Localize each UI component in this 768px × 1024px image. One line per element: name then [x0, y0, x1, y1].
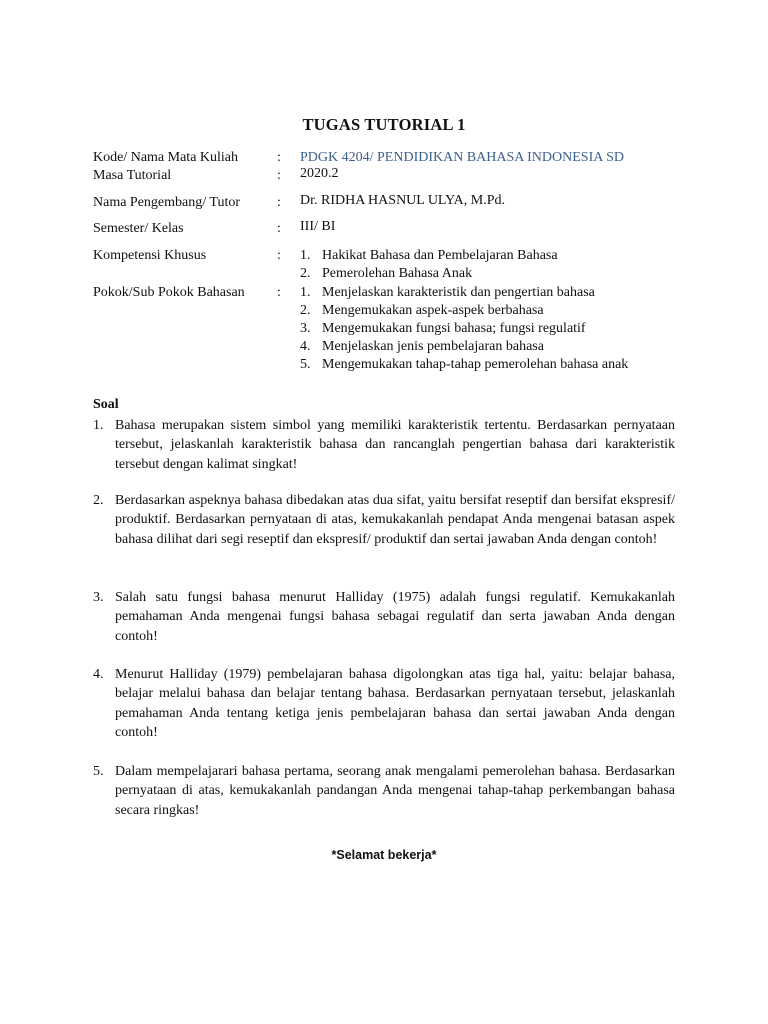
semester-colon: : [277, 221, 281, 236]
period-value: 2020.2 [300, 166, 339, 181]
item-text: Hakikat Bahasa dan Pembelajaran Bahasa [322, 248, 558, 263]
item-number: 5. [300, 357, 311, 372]
question-number: 3. [93, 590, 104, 605]
course-value: PDGK 4204/ PENDIDIKAN BAHASA INDONESIA SD [300, 150, 624, 165]
semester-label: Semester/ Kelas [93, 221, 184, 236]
question-item [93, 588, 675, 646]
question-text: Menurut Halliday (1979) pembelajaran bahasa digolongkan atas tiga hal, yaitu: belajar bahasa, belajar melalui bahasa dan belajar tentang bahasa. Berdasarkan pernyataan tersebut, jelaskanlah pemahaman Anda tentang ketiga jenis pembelajaran bahasa dan sertai jawaban Anda dengan contoh! [115, 667, 675, 740]
period-label: Masa Tutorial [93, 168, 172, 183]
question-number: 2. [93, 493, 104, 508]
item-number: 1. [300, 285, 311, 300]
course-label: Kode/ Nama Mata Kuliah [93, 150, 239, 165]
question-item [93, 416, 675, 474]
question-text: Bahasa merupakan sistem simbol yang memiliki karakteristik tertentu. Berdasarkan pernyataan tersebut, jelaskanlah karakteristik bahasa dan rancanglah pengertian bahasa dari karakteristik tersebut dengan kalimat singkat! [115, 418, 675, 472]
question-number: 1. [93, 418, 104, 433]
question-text: Salah satu fungsi bahasa menurut Halliday (1975) adalah fungsi regulatif. Kemukakanlah pemahaman Anda mengenai fungsi bahasa sebagai regulatif dan serta jawaban Anda dengan contoh! [115, 590, 675, 644]
semester-value: III/ BI [300, 219, 336, 234]
list-item [300, 320, 628, 338]
tutor-label: Nama Pengembang/ Tutor [93, 195, 240, 210]
item-text: Mengemukakan fungsi bahasa; fungsi regulatif [322, 321, 586, 336]
document-title: TUGAS TUTORIAL 1 [302, 115, 466, 134]
item-number: 1. [300, 248, 311, 263]
item-text: Menjelaskan karakteristik dan pengertian bahasa [322, 285, 595, 300]
list-item [300, 265, 558, 283]
course-colon: : [277, 150, 281, 165]
item-text: Mengemukakan tahap-tahap pemerolehan bahasa anak [322, 357, 629, 372]
question-number: 5. [93, 764, 104, 779]
questions-heading: Soal [93, 397, 119, 412]
list-item [300, 356, 628, 374]
list-item [300, 247, 558, 265]
closing-note: *Selamat bekerja* [331, 848, 437, 862]
tutor-colon: : [277, 195, 281, 210]
item-number: 2. [300, 303, 311, 318]
item-text: Mengemukakan aspek-aspek berbahasa [322, 303, 544, 318]
item-number: 2. [300, 266, 311, 281]
item-text: Pemerolehan Bahasa Anak [322, 266, 473, 281]
item-number: 4. [300, 339, 311, 354]
topic-label: Pokok/Sub Pokok Bahasan [93, 285, 245, 300]
tutor-value: Dr. RIDHA HASNUL ULYA, M.Pd. [300, 193, 505, 208]
question-text: Berdasarkan aspeknya bahasa dibedakan atas dua sifat, yaitu bersifat reseptif dan bersifat ekspresif/ produktif. Berdasarkan pernyataan di atas, kemukakanlah pendapat Anda mengenai batasan aspek bahasa dilihat dari segi reseptif dan ekspresif/ produktif dan sertai jawaban Anda dengan contoh! [115, 493, 675, 547]
question-item [93, 665, 675, 742]
competency-colon: : [277, 248, 281, 263]
list-item [300, 284, 628, 302]
competency-label: Kompetensi Khusus [93, 248, 207, 263]
topic-colon: : [277, 285, 281, 300]
question-item [93, 491, 675, 549]
list-item [300, 338, 628, 356]
question-number: 4. [93, 667, 104, 682]
item-number: 3. [300, 321, 311, 336]
period-colon: : [277, 168, 281, 183]
topic-list [300, 284, 628, 374]
question-text: Dalam mempelajarari bahasa pertama, seorang anak mengalami pemerolehan bahasa. Berdasarkan pernyataan di atas, kemukakanlah pandangan Anda mengenai tahap-tahap perkembangan bahasa secara ringkas! [115, 764, 675, 818]
list-item [300, 302, 628, 320]
item-text: Menjelaskan jenis pembelajaran bahasa [322, 339, 544, 354]
competency-list [300, 247, 558, 283]
question-item [93, 762, 675, 820]
